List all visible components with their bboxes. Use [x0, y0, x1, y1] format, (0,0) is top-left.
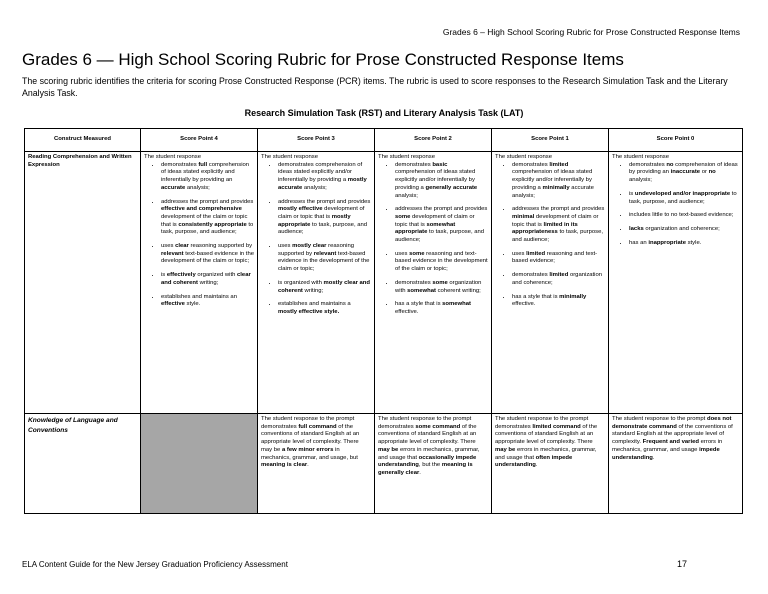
criteria-list [378, 162, 488, 317]
criteria-list [144, 162, 254, 309]
criteria-list [261, 162, 371, 317]
scoring-rubric-table [24, 128, 743, 514]
criterion-item: • has a style that is somewhat effective. [395, 301, 488, 316]
criterion-item: • addresses the prompt and provides mostly effective development of claim or topic that is mostly appropriate to task, purpose, and audience; [278, 199, 371, 238]
page-number: 17 [677, 559, 688, 569]
criterion-item: • uses some reasoning and text-based evidence in the development of the claim or topic; [395, 251, 488, 274]
table-caption: Research Simulation Task (RST) and Literary Analysis Task (LAT) [244, 108, 524, 118]
criterion-item: • demonstrates comprehension of ideas stated explicitly and/or inferentially by providing a mostly accurate analysis; [278, 162, 371, 193]
header-score-point-1: Score Point 1 [492, 129, 609, 152]
running-header: Grades 6 – High School Scoring Rubric for Prose Constructed Response Items [442, 27, 740, 37]
criterion-item: • addresses the prompt and provides some development of claim or topic that is somewhat appropriate to task, purpose, and audience; [395, 206, 488, 245]
cell-language-score-2: The student response to the prompt demonstrates some command of the conventions of standard English at an appropriate level of complexity. There may be errors in mechanics, grammar, and usage that occasionally impede understanding, but the meaning is generally clear. [375, 414, 492, 514]
cell-reading-score-4 [141, 152, 258, 414]
criteria-list [495, 162, 605, 309]
criterion-item: • establishes and maintains a mostly effective style. [278, 301, 371, 316]
criterion-item: • has an inappropriate style. [629, 240, 739, 248]
criterion-item: • includes little to no text-based evidence; [629, 212, 739, 220]
criteria-list [612, 162, 739, 248]
cell-lead-text: The student response [261, 154, 318, 160]
cell-language-score-3: The student response to the prompt demonstrates full command of the conventions of standard English at an appropriate level of complexity. There may be a few minor errors in mechanics, grammar, and usage, but meaning is clear. [258, 414, 375, 514]
table-row [25, 152, 743, 414]
page-title: Grades 6 — High School Scoring Rubric for Prose Constructed Response Items [22, 50, 624, 69]
criterion-item: • lacks organization and coherence; [629, 226, 739, 234]
table-row [25, 414, 743, 514]
footer-guide-title: ELA Content Guide for the New Jersey Graduation Proficiency Assessment [22, 560, 288, 569]
criterion-item: • establishes and maintains an effective style. [161, 294, 254, 309]
cell-lead-text: The student response [378, 154, 435, 160]
intro-paragraph: The scoring rubric identifies the criteria for scoring Prose Constructed Response (PCR) items. The rubric is used to score responses to the Research Simulation Task and the Literary Analysis Task. [22, 76, 728, 98]
row-label-knowledge-of-language: Knowledge of Language and Conventions [25, 414, 141, 514]
criterion-item: • demonstrates basic comprehension of ideas stated explicitly and/or inferentially by providing a generally accurate analysis; [395, 162, 488, 201]
cell-reading-score-3 [258, 152, 375, 414]
criterion-item: • demonstrates full comprehension of ideas stated explicitly and inferentially by providing an accurate analysis; [161, 162, 254, 193]
criterion-item: • is effectively organized with clear and coherent writing; [161, 272, 254, 287]
cell-lead-text: The student response [612, 154, 669, 160]
table-header-row [25, 129, 743, 152]
cell-reading-score-2 [375, 152, 492, 414]
cell-language-score-4-empty [141, 414, 258, 514]
criterion-item: • uses clear reasoning supported by relevant text-based evidence in the development of the claim or topic; [161, 243, 254, 266]
criterion-item: • demonstrates no comprehension of ideas by providing an inaccurate or no analysis; [629, 162, 739, 185]
cell-reading-score-0 [609, 152, 743, 414]
criterion-item: • demonstrates limited organization and coherence; [512, 272, 605, 287]
criterion-item: • addresses the prompt and provides minimal development of claim or topic that is limited in its appropriateness to task, purpose, and audience; [512, 206, 605, 245]
criterion-item: • addresses the prompt and provides effective and comprehensive development of the claim or topic that is consistently appropriate to task, purpose, and audience; [161, 199, 254, 238]
row-label-reading-comprehension: Reading Comprehension and Written Expression [25, 152, 141, 414]
criterion-item: • uses limited reasoning and text-based evidence; [512, 251, 605, 266]
header-score-point-4: Score Point 4 [141, 129, 258, 152]
header-score-point-2: Score Point 2 [375, 129, 492, 152]
cell-language-score-0: The student response to the prompt does not demonstrate command of the conventions of standard English at the appropriate level of complexity. Frequent and varied errors in mechanics, grammar, and usage impede understanding. [609, 414, 743, 514]
header-construct-measured: Construct Measured [25, 129, 141, 152]
header-score-point-3: Score Point 3 [258, 129, 375, 152]
criterion-item: • uses mostly clear reasoning supported by relevant text-based evidence in the development of the claim or topic; [278, 243, 371, 274]
criterion-item: • is undeveloped and/or inappropriate to task, purpose, and audience; [629, 191, 739, 206]
header-score-point-0: Score Point 0 [609, 129, 743, 152]
criterion-item: • demonstrates limited comprehension of ideas stated explicitly and/or inferentially by providing a minimally accurate analysis; [512, 162, 605, 201]
cell-reading-score-1 [492, 152, 609, 414]
cell-lead-text: The student response [144, 154, 201, 160]
criterion-item: • demonstrates some organization with somewhat coherent writing; [395, 280, 488, 295]
cell-language-score-1: The student response to the prompt demonstrates limited command of the conventions of standard English at an appropriate level of complexity. There may be errors in mechanics, grammar, and usage that often impede understanding. [492, 414, 609, 514]
cell-lead-text: The student response [495, 154, 552, 160]
criterion-item: • has a style that is minimally effective. [512, 294, 605, 309]
criterion-item: • is organized with mostly clear and coherent writing; [278, 280, 371, 295]
